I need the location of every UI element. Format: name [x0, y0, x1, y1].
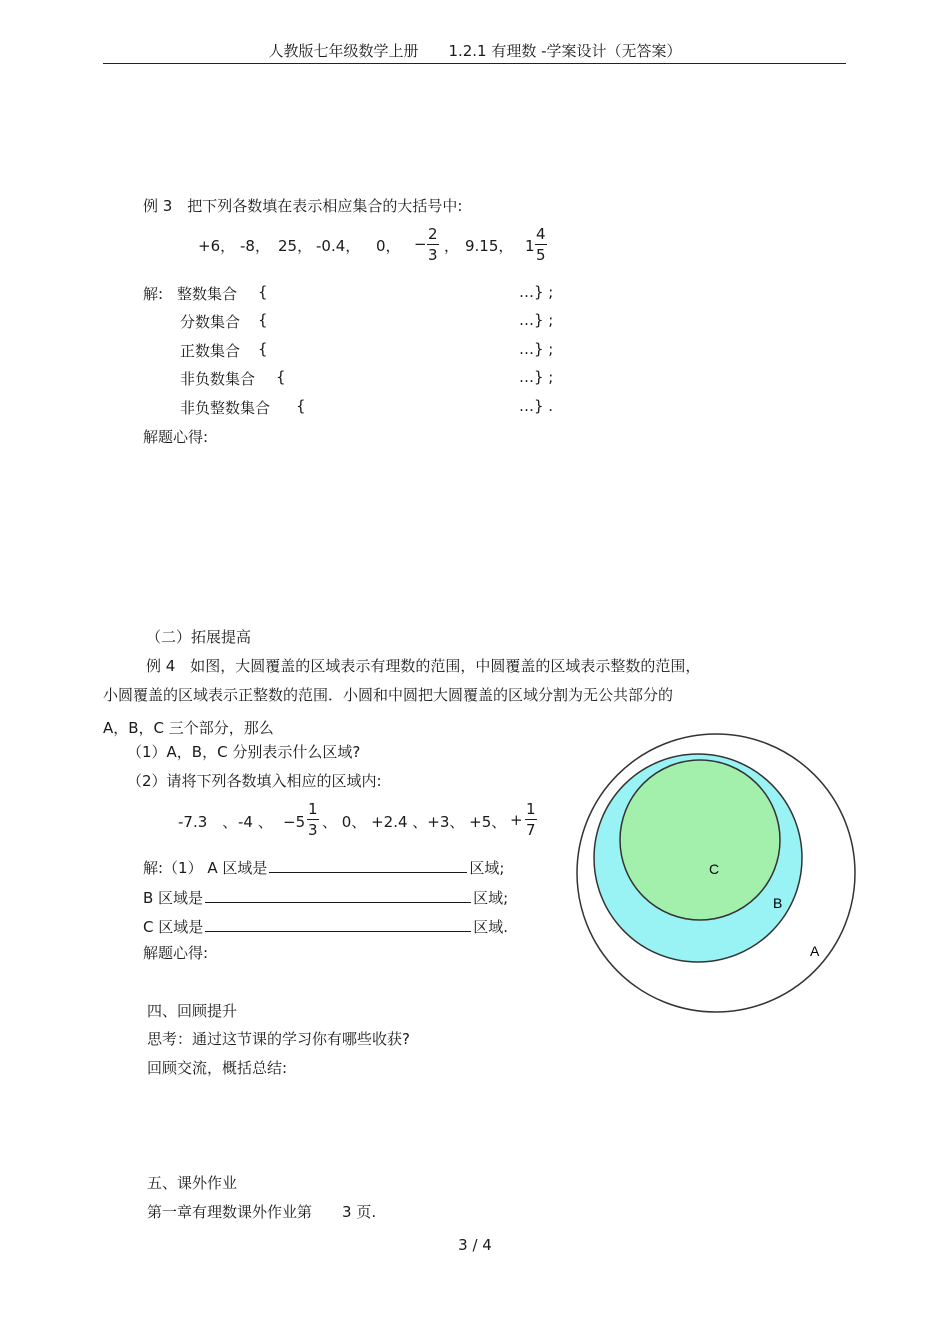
- number-separator: ，: [444, 237, 460, 255]
- set-close-brace: …} ;: [519, 340, 554, 358]
- example3-title: 例 3 把下列各数填在表示相应集合的大括号中:: [143, 197, 463, 215]
- example4-text-line: A，B，C 三个部分，那么: [103, 719, 274, 737]
- answer-prefix: B 区域是: [143, 889, 204, 907]
- fraction-one-seventh: [525, 802, 537, 838]
- fraction-denominator: 7: [526, 821, 536, 839]
- venn-label-a: A: [810, 943, 820, 959]
- number-item: -0.4，: [316, 237, 361, 255]
- think-prompt: 思考：通过这节课的学习你有哪些收获?: [147, 1030, 410, 1048]
- number-item: -4 、: [238, 813, 273, 831]
- fraction-denominator: 3: [308, 821, 318, 839]
- venn-label-c: C: [709, 861, 720, 877]
- fraction-numerator: 1: [526, 800, 536, 818]
- question-1: （1）A，B，C 分别表示什么区域?: [127, 743, 361, 761]
- inner-circle-positive-integers: [620, 760, 783, 920]
- answer-row-c: [143, 916, 508, 937]
- set-open-brace: {: [258, 311, 268, 329]
- set-open-brace: {: [258, 340, 268, 358]
- answer-row-b: [143, 887, 508, 908]
- example4-text-line: 小圆覆盖的区域表示正整数的范围．小圆和中圆把大圆覆盖的区域分割为无公共部分的: [103, 686, 674, 704]
- fraction-sign: +: [510, 811, 523, 829]
- answer-suffix: 区域;: [469, 859, 505, 877]
- fraction-numerator: 1: [308, 800, 318, 818]
- fraction-denominator: 5: [536, 246, 546, 264]
- answer-row-a: [143, 857, 504, 878]
- section-heading: 四、回顾提升: [147, 1002, 238, 1020]
- answer-blank[interactable]: [269, 871, 467, 873]
- fraction-two-thirds: [427, 227, 439, 263]
- set-close-brace: …} ;: [519, 311, 554, 329]
- page-header: 人教版七年级数学上册 1.2.1 有理数 -学案设计（无答案）: [268, 42, 682, 60]
- reflection-label: 解题心得:: [143, 428, 209, 446]
- mixed-number-whole: 1: [525, 237, 535, 255]
- answer-blank[interactable]: [205, 930, 471, 932]
- set-close-brace: …} ;: [519, 368, 554, 386]
- set-name: 非负整数集合: [180, 399, 271, 417]
- fraction-one-third: [307, 802, 319, 838]
- question-2: （2）请将下列各数填入相应的区域内:: [127, 772, 382, 790]
- fraction-four-fifths: [535, 227, 547, 263]
- section-heading: （二）拓展提高: [146, 628, 252, 646]
- number-item: 25，: [278, 237, 313, 255]
- set-name: 正数集合: [180, 342, 241, 360]
- set-name: 整数集合: [177, 285, 238, 303]
- number-item: 9.15，: [465, 237, 514, 255]
- fraction-denominator: 3: [428, 246, 438, 264]
- homework-text: 第一章有理数课外作业第 3 页.: [147, 1203, 377, 1221]
- answer-prefix: 解:（1） A 区域是: [143, 859, 268, 877]
- number-item: -8，: [240, 237, 270, 255]
- summary-prompt: 回顾交流，概括总结:: [147, 1059, 288, 1077]
- answer-suffix: 区域;: [473, 889, 509, 907]
- set-close-brace: …} .: [519, 397, 554, 415]
- venn-diagram: [570, 728, 865, 1023]
- fraction-numerator: 4: [536, 225, 546, 243]
- set-name: 分数集合: [180, 313, 241, 331]
- reflection-label: 解题心得:: [143, 944, 209, 962]
- set-open-brace: {: [296, 397, 306, 415]
- number-item: 、 0、 +2.4 、+3、 +5、: [322, 813, 507, 831]
- number-item: 0，: [376, 237, 401, 255]
- answer-label: 解:: [143, 285, 164, 303]
- page-number: 3 / 4: [458, 1236, 492, 1254]
- answer-suffix: 区域.: [473, 918, 509, 936]
- section-heading: 五、课外作业: [147, 1174, 238, 1192]
- answer-blank[interactable]: [205, 901, 471, 903]
- number-item: -7.3 、: [178, 813, 238, 831]
- set-open-brace: {: [276, 368, 286, 386]
- venn-label-b: B: [773, 895, 783, 911]
- header-rule: [103, 63, 846, 64]
- example4-text-line: 例 4 如图，大圆覆盖的区域表示有理数的范围，中圆覆盖的区域表示整数的范围，: [146, 657, 701, 675]
- fraction-sign: −: [414, 235, 427, 253]
- set-close-brace: …} ;: [519, 283, 554, 301]
- number-item: +6，: [198, 237, 236, 255]
- fraction-numerator: 2: [428, 225, 438, 243]
- set-open-brace: {: [258, 283, 268, 301]
- mixed-number-whole: −5: [283, 813, 306, 831]
- answer-prefix: C 区域是: [143, 918, 204, 936]
- set-name: 非负数集合: [180, 370, 256, 388]
